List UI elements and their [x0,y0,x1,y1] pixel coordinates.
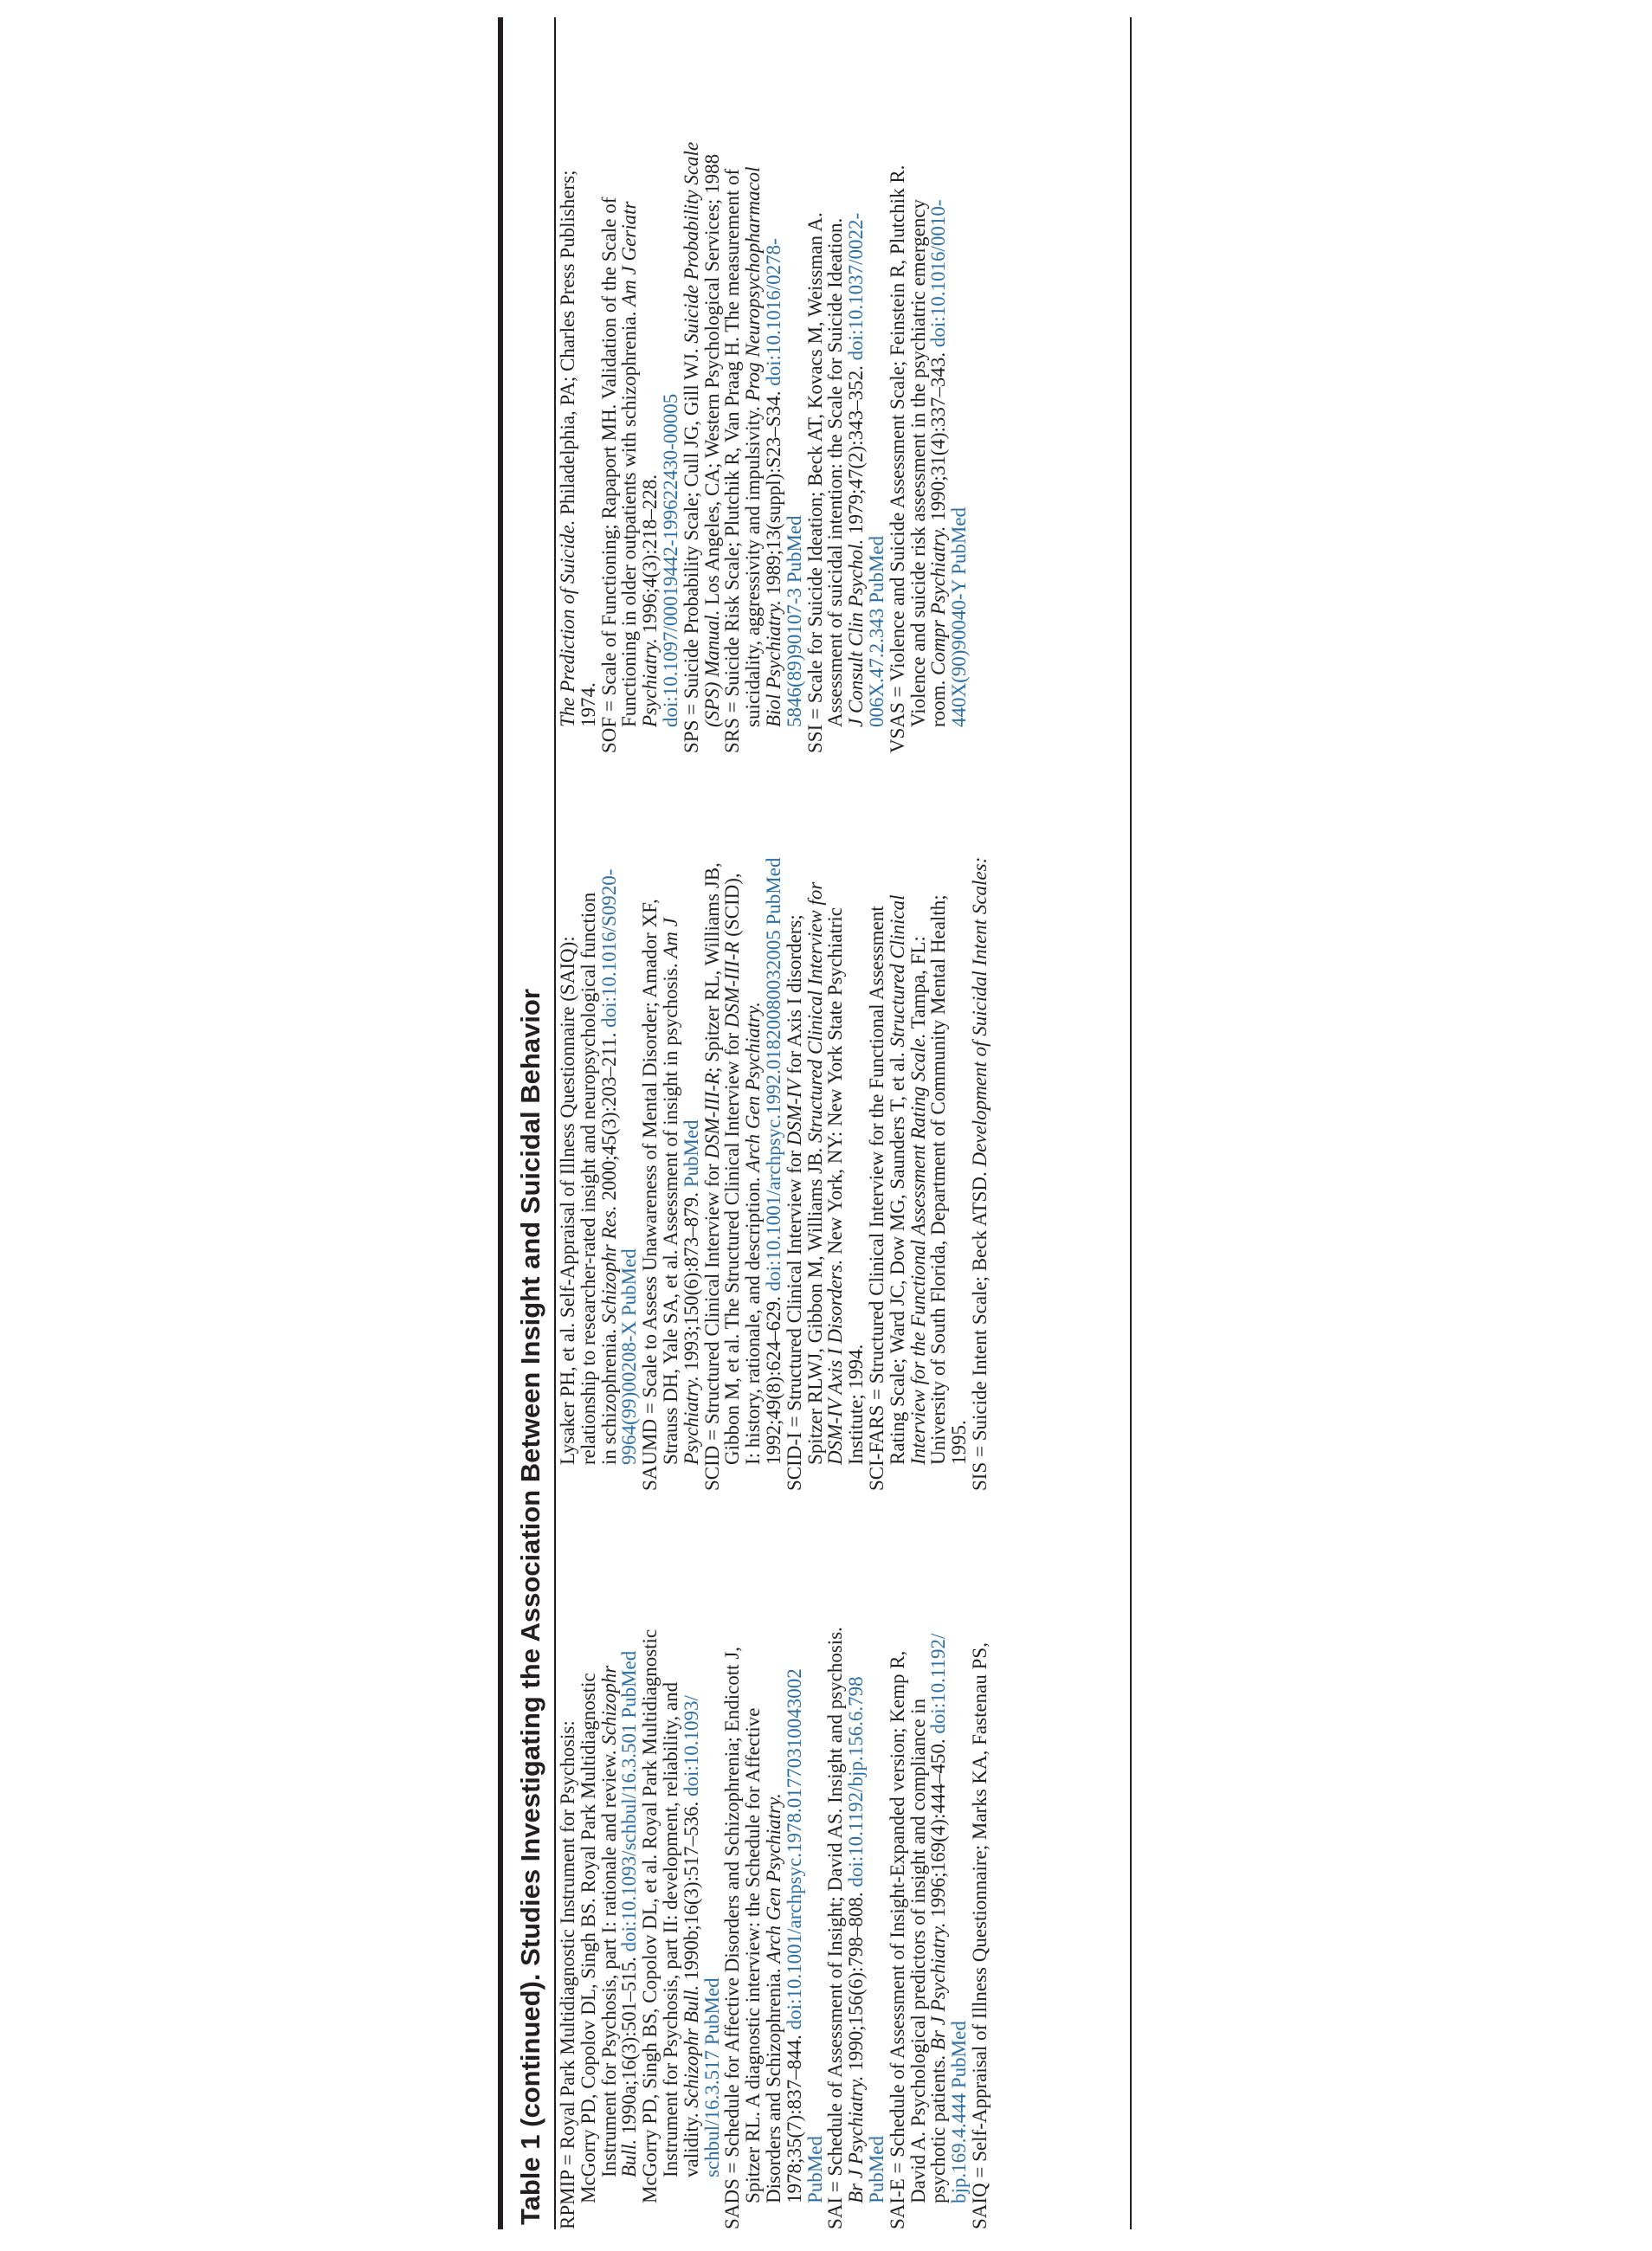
doi-link[interactable]: doi:10.1192/ [927,1633,950,1734]
doi-link[interactable]: doi:10.1001/archpsyc.1978.01770310043002 [783,1668,805,2030]
entry-vsas: VSAS = Violence and Suicide Assessment Scale; Feinstein R, Plutchik R. Violence and suicide risk assessment in the psychiatric emergency room. Compr Psychiatry. 1990;31(4):337–343. doi:10.1016/0010- 440X(90)90040-Y PubMed [886,164,971,753]
doi-link[interactable]: doi:10.1093/schbul/16.3.501 [618,1723,641,1952]
entry-scid: SCID = Structured Clinical Interview for DSM-III-R; Spitzer RL, Williams JB, Gibbon M, et al. The Structured Clinical Interview for DSM-III-R (SCID), I: history, rationale, and description. Arch Gen Psychiatry. 1992;49(8):624–629. doi:10.1001/archpsyc.1992.01820080032005 PubMed [700,857,784,1491]
entry-sci-fars: SCI-FARS = Structured Clinical Interview for the Functional Assessment Rating Scale; Ward JC, Dow MG, Saunders T, et al. Structured Clinical Interview for the Functional Assessment Rating Scale. Tampa, FL: University of South Florida, Department of Community Mental Health; 1995. [865,894,971,1491]
pubmed-link[interactable]: PubMed [618,1650,641,1719]
column-3 [558,26,970,753]
doi-link-cont[interactable]: bjp.169.4.444 [948,2093,971,2203]
doi-link[interactable]: doi:10.1001/archpsyc.1992.01820080032005 [762,930,784,1292]
entry-sai-e: SAI-E = Schedule of Assessment of Insight-Expanded version; Kemp R, David A. Psychological predictors of insight and compliance in psychotic patients. Br J Psychiatry. 1996;169(4):444–450. doi:10.1192/ bjp.169.4.444 PubMed [886,1633,971,2229]
doi-link-cont[interactable]: 006X.47.2.343 [865,608,887,727]
pubmed-link[interactable]: PubMed [762,857,784,926]
title-rule [554,17,556,2229]
column-2 [558,781,991,1491]
entry-sps: SPS = Suicide Probability Scale; Cull JG, Gill WJ. Suicide Probability Scale (SPS) Manual. Los Angeles, CA; Western Psychological Services; 1988 [680,141,723,753]
entry-ssi: SSI = Scale for Suicide Ideation; Beck AT, Kovacs M, Weissman A. Assessment of suicidal intention: the Scale for Suicide Ideation. J Consult Clin Psychol. 1979;47(2):343–352. doi:10.1037/0022- 006X.47.2.343 PubMed [803,212,887,753]
pubmed-link[interactable]: PubMed [783,515,805,584]
bottom-rule [1130,17,1132,2229]
table-title: Table 1 (continued). Studies Investigating the Association Between Insight and Suicidal Behavior [515,989,545,2225]
pubmed-link[interactable]: PubMed [865,535,887,603]
column-1 [558,1519,991,2229]
entry-saiq: SAIQ = Self-Appraisal of Illness Questionnaire; Marks KA, Fastenau PS, [968,1642,991,2229]
pubmed-link[interactable]: PubMed [948,506,971,575]
doi-link[interactable]: doi:10.1192/bjp.156.6.798 [845,1676,868,1887]
doi-link[interactable]: doi:10.1037/0022- [845,212,868,361]
entry-sads: SADS = Schedule for Affective Disorders and Schizophrenia; Endicott J, Spitzer RL. A diagnostic interview: the Schedule for Affective Disorders and Schizophrenia. Arch Gen Psychiatry. 1978;35(7):837–844. doi:10.1001/archpsyc.1978.01770310043002 PubMed [721,1646,826,2229]
entry-rpmip: RPMIP = Royal Park Multidiagnostic Instrument for Psychosis: McGorry PD, Copolov DL, Singh BS. Royal Park Multidiagnostic Instrument for Psychosis, part I: rationale and review. Schizophr Bull. 1990a;16(3):501–515. doi:10.1093/schbul/16.3.501 PubMed McGorry PD, Singh BS, Copolov DL, et al. Royal Park Multidiagnostic Instrument for Psychosis, part II: development, reliability, and validity. Schizophr Bull. 1990b;16(3):517–536. doi:10.1093/ schbul/16.3.517 PubMed [557,1629,723,2229]
entry-srs: SRS = Suicide Risk Scale; Plutchik R, Van Praag H. The measurement of suicidality, aggressivity and impulsivity. Prog Neuropsychopharmacol Biol Psychiatry. 1989;13(suppl):S23–S34. doi:10.1016/0278- 5846(89)90107-3 PubMed [721,166,805,753]
pubmed-link[interactable]: PubMed [803,2136,826,2203]
entry-saiq-cont: Lysaker PH, et al. Self-Appraisal of Illness Questionnaire (SAIQ): relationship to researcher-rated insight and neuropsychological function in schizophrenia. Schizophr Res. 2000;45(3):203–211. doi:10.1016/S0920- 9964(99)00208-X PubMed [557,868,641,1465]
doi-link[interactable]: doi:10.1097/00019442-199622430-00005 [659,393,681,727]
doi-link-cont[interactable]: 9964(99)00208-X [618,1320,641,1465]
pubmed-link[interactable]: PubMed [948,2021,971,2089]
doi-link-cont[interactable]: schbul/16.3.517 [700,2050,723,2177]
pubmed-link[interactable]: PubMed [700,1977,723,2046]
doi-link[interactable]: doi:10.1016/0010- [927,199,950,348]
doi-link-cont[interactable]: 440X(90)90040-Y [948,579,971,727]
doi-link[interactable]: doi:10.1016/0278- [762,238,784,386]
pubmed-link[interactable]: PubMed [680,1119,702,1188]
doi-link[interactable]: doi:10.1093/ [680,1695,702,1797]
entry-scid-i: SCID-I = Structured Clinical Interview for DSM-IV for Axis I disorders; Spitzer RLWJ, Gibbon M, Williams JB. Structured Clinical Interview for DSM-IV Axis I Disorders. New York, NY: New York State Psychiatric Institute; 1994. [783,881,868,1491]
doi-link-cont[interactable]: 5846(89)90107-3 [783,588,805,727]
entry-sof: SOF = Scale of Functioning; Rapaport MH. Validation of the Scale of Functioning in older outpatients with schizophrenia. Am J Geriatr Psychiatry. 1996;4(3):218–228. doi:10.1097/00019442-199622430-00005 [597,197,681,753]
entry-saumd: SAUMD = Scale to Assess Unawareness of Mental Disorder; Amador XF, Strauss DH, Yale SA, et al. Assessment of insight in psychosis. Am J Psychiatry. 1993;150(6):873–879. PubMed [639,899,702,1491]
entry-sai: SAI = Schedule of Assessment of Insight; David AS. Insight and psychosis. Br J Psychiatry. 1990;156(6):798–808. doi:10.1192/bjp.156.6.798 PubMed [824,1627,887,2229]
pubmed-link[interactable]: PubMed [618,1248,641,1317]
entry-sis: SIS = Suicide Intent Scale; Beck ATSD. Development of Suicidal Intent Scales: [968,856,991,1491]
entry-sis-cont: The Prediction of Suicide. Philadelphia, PA; Charles Press Publishers; 1974. [557,170,599,727]
doi-link[interactable]: doi:10.1016/S0920- [597,868,620,1028]
pubmed-link[interactable]: PubMed [865,2136,887,2203]
top-rule [498,17,503,2229]
